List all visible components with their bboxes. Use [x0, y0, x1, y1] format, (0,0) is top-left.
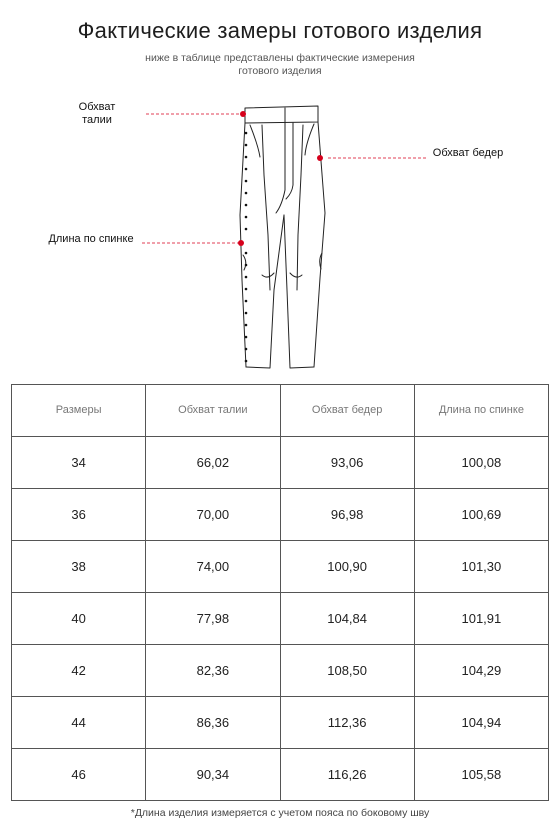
cell-waist: 82,36	[146, 645, 280, 697]
table-row	[12, 697, 549, 749]
size-table	[11, 384, 549, 801]
cell-size: 36	[12, 489, 146, 541]
table-row	[12, 541, 549, 593]
table-header-row	[12, 385, 549, 437]
cell-hips: 100,90	[280, 541, 414, 593]
cell-waist: 77,98	[146, 593, 280, 645]
table-row	[12, 645, 549, 697]
trousers-diagram	[0, 95, 560, 385]
cell-hips: 96,98	[280, 489, 414, 541]
table-row	[12, 489, 549, 541]
cell-length: 100,69	[414, 489, 548, 541]
cell-waist: 70,00	[146, 489, 280, 541]
cell-waist: 86,36	[146, 697, 280, 749]
cell-waist: 90,34	[146, 749, 280, 801]
page-subtitle: ниже в таблице представлены фактические измерения готового изделия	[145, 52, 415, 77]
table-row	[12, 437, 549, 489]
cell-size: 44	[12, 697, 146, 749]
cell-size: 40	[12, 593, 146, 645]
cell-length: 105,58	[414, 749, 548, 801]
cell-length: 104,29	[414, 645, 548, 697]
cell-length: 101,30	[414, 541, 548, 593]
cell-waist: 66,02	[146, 437, 280, 489]
cell-hips: 104,84	[280, 593, 414, 645]
cell-hips: 116,26	[280, 749, 414, 801]
header-length: Длина по спинке	[414, 385, 548, 437]
cell-waist: 74,00	[146, 541, 280, 593]
side-seam-dots	[245, 132, 248, 363]
length-label: Длина по спинке	[48, 233, 134, 245]
cell-length: 104,94	[414, 697, 548, 749]
footnote: *Длина изделия измеряется с учетом пояса по боковому шву	[130, 807, 430, 819]
cell-hips: 93,06	[280, 437, 414, 489]
cell-hips: 108,50	[280, 645, 414, 697]
header-waist: Обхват талии	[146, 385, 280, 437]
cell-size: 34	[12, 437, 146, 489]
page-title: Фактические замеры готового изделия	[77, 18, 483, 43]
cell-size: 46	[12, 749, 146, 801]
waist-label: Обхват талии	[78, 101, 116, 126]
cell-length: 101,91	[414, 593, 548, 645]
cell-size: 42	[12, 645, 146, 697]
size-table-container	[11, 384, 549, 801]
length-marker	[238, 240, 244, 246]
cell-hips: 112,36	[280, 697, 414, 749]
table-row	[12, 749, 549, 801]
cell-length: 100,08	[414, 437, 548, 489]
cell-size: 38	[12, 541, 146, 593]
table-row	[12, 593, 549, 645]
header-hips: Обхват бедер	[280, 385, 414, 437]
hips-label: Обхват бедер	[432, 147, 504, 159]
header-sizes: Размеры	[12, 385, 146, 437]
waist-marker	[240, 111, 246, 117]
hips-marker	[317, 155, 323, 161]
